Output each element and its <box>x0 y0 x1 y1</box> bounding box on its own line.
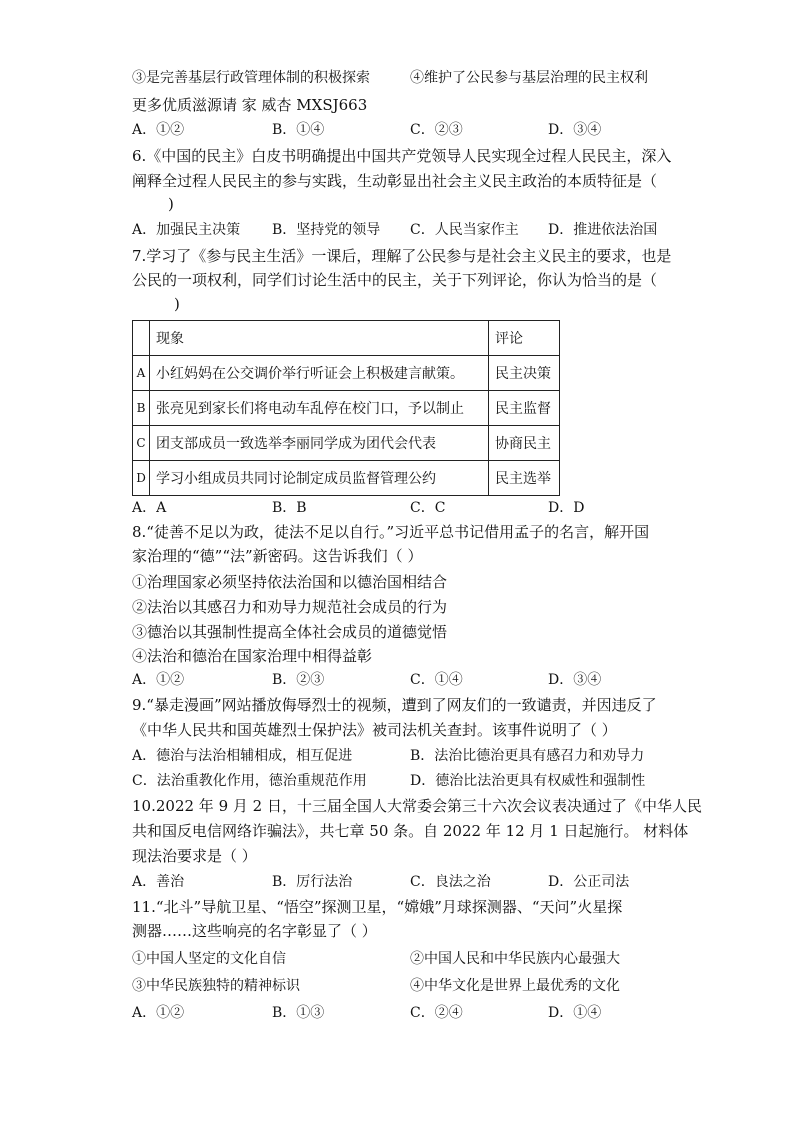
option-b: B．坚持党的领导 <box>272 222 381 238</box>
q10-text-2: 共和国反电信网络诈骗法》，共七章 50 条。自 2022 年 12 月 1 日起施行。 材料体 <box>132 822 689 840</box>
q11-statements-row-2 <box>132 976 692 996</box>
option-b: B．①④ <box>272 122 325 138</box>
option-d: D．①④ <box>548 1005 602 1021</box>
q10-text-1: 10.2022 年 9 月 2 日，十三届全国人大常委会第三十六次会议表决通过了《中华人民 <box>132 797 702 815</box>
option-a: A．德治与法治相辅相成，相互促进 <box>132 748 353 764</box>
statement-3: ③是完善基层行政管理体制的积极探索 <box>132 70 370 86</box>
table-row <box>133 426 560 461</box>
table-cell-comment: 民主决策 <box>489 356 560 391</box>
q6-options <box>132 220 692 240</box>
table-header-cell <box>133 321 150 356</box>
statement-4: ④中华文化是世界上最优秀的文化 <box>410 978 620 994</box>
q9-options-row-2 <box>132 771 692 791</box>
table-cell-comment: 民主监督 <box>489 391 560 426</box>
option-c: C．法治重教化作用，德治重规范作用 <box>132 773 367 789</box>
table-header-row <box>133 321 560 356</box>
q6-text-3: ) <box>168 195 174 213</box>
option-a: A．善治 <box>132 874 185 890</box>
option-c: C．人民当家作主 <box>410 222 519 238</box>
q10-text-3: 现法治要求是（ ） <box>132 847 257 865</box>
option-c: C．②④ <box>410 1005 463 1021</box>
option-a: A．①② <box>132 122 185 138</box>
q6-text-2: 阐释全过程人民民主的参与实践，生动彰显出社会主义民主政治的本质特征是（ <box>132 172 658 190</box>
q6-text-1: 6.《中国的民主》白皮书明确提出中国共产党领导人民实现全过程人民民主，深入 <box>132 147 672 165</box>
q7-text-2: 公民的一项权利，同学们讨论生活中的民主，关于下列评论，你认为恰当的是（ <box>132 271 658 289</box>
q8-statement-3: ③德治以其强制性提高全体社会成员的道德觉悟 <box>132 623 448 641</box>
statement-3: ③中华民族独特的精神标识 <box>132 978 300 994</box>
q8-statement-4: ④法治和德治在国家治理中相得益彰 <box>132 647 373 665</box>
option-a: A．A <box>132 500 167 516</box>
option-d: D．③④ <box>548 672 602 688</box>
table-cell-phenomenon: 团支部成员一致选举李丽同学成为团代会代表 <box>150 426 489 461</box>
option-d: D．德治比法治更具有权威性和强制性 <box>410 773 646 789</box>
q10-options <box>132 872 692 892</box>
option-b: B．法治比德治更具有感召力和劝导力 <box>410 748 645 764</box>
statement-1: ①中国人坚定的文化自信 <box>132 951 286 967</box>
q9-text-2: 《中华人民共和国英雄烈士保护法》被司法机关查封。该事件说明了（ ） <box>132 721 617 739</box>
table-cell-phenomenon: 学习小组成员共同讨论制定成员监督管理公约 <box>150 461 489 496</box>
q7-text-3: ) <box>174 295 180 313</box>
option-b: B．厉行法治 <box>272 874 353 890</box>
option-d: D．D <box>548 500 585 516</box>
table-cell-label: B <box>133 391 150 426</box>
q7-text-1: 7.学习了《参与民主生活》一课后，理解了公民参与是社会主义民主的要求，也是 <box>132 247 672 265</box>
q8-statement-2: ②法治以其感召力和劝导力规范社会成员的行为 <box>132 598 448 616</box>
option-c: C．良法之治 <box>410 874 491 890</box>
q11-text-1: 11.“北斗”导航卫星、“悟空”探测卫星，“嫦娥”月球探测器、“天问”火星探 <box>132 898 623 916</box>
q11-options <box>132 1003 692 1023</box>
option-d: D．推进依法治国 <box>548 222 658 238</box>
q8-options <box>132 670 692 690</box>
q11-text-2: 测器……这些响亮的名字彰显了（ ） <box>132 922 377 940</box>
table-cell-label: C <box>133 426 150 461</box>
q9-options-row-1 <box>132 746 692 766</box>
statement-4: ④维护了公民参与基层治理的民主权利 <box>410 70 648 86</box>
table-row <box>133 356 560 391</box>
q7-options <box>132 498 692 518</box>
option-c: C．②③ <box>410 122 463 138</box>
table-cell-label: A <box>133 356 150 391</box>
table-cell-phenomenon: 张亮见到家长们将电动车乱停在校门口，予以制止 <box>150 391 489 426</box>
table-row <box>133 461 560 496</box>
q5-statements-row <box>132 68 692 88</box>
table-cell-comment: 民主选举 <box>489 461 560 496</box>
table-cell-phenomenon: 小红妈妈在公交调价举行听证会上积极建言献策。 <box>150 356 489 391</box>
table-header-cell: 评论 <box>489 321 560 356</box>
q11-statements-row-1 <box>132 949 692 969</box>
option-c: C．C <box>410 500 446 516</box>
option-a: A．①② <box>132 672 185 688</box>
table-cell-comment: 协商民主 <box>489 426 560 461</box>
statement-2: ②中国人民和中华民族内心最强大 <box>410 951 620 967</box>
option-a: A．加强民主决策 <box>132 222 241 238</box>
q8-text-1: 8.“徒善不足以为政，徒法不足以自行。”习近平总书记借用孟子的名言，解开国 <box>132 523 650 541</box>
table-cell-label: D <box>133 461 150 496</box>
option-d: D．公正司法 <box>548 874 630 890</box>
option-a: A．①② <box>132 1005 185 1021</box>
q8-statement-1: ①治理国家必须坚持依法治国和以德治国相结合 <box>132 573 448 591</box>
watermark-line: 更多优质滋源请 家 威杏 MXSJ663 <box>132 96 368 114</box>
table-row <box>133 391 560 426</box>
q9-text-1: 9.“暴走漫画”网站播放侮辱烈士的视频，遭到了网友们的一致谴责，并因违反了 <box>132 696 657 714</box>
table-header-cell: 现象 <box>150 321 489 356</box>
q8-text-2: 家治理的“德”“法”新密码。这告诉我们（ ） <box>132 547 423 565</box>
q5-options <box>132 120 692 140</box>
option-b: B．①③ <box>272 1005 325 1021</box>
option-b: B．②③ <box>272 672 325 688</box>
q7-table <box>132 320 560 496</box>
option-c: C．①④ <box>410 672 463 688</box>
option-b: B．B <box>272 500 307 516</box>
option-d: D．③④ <box>548 122 602 138</box>
